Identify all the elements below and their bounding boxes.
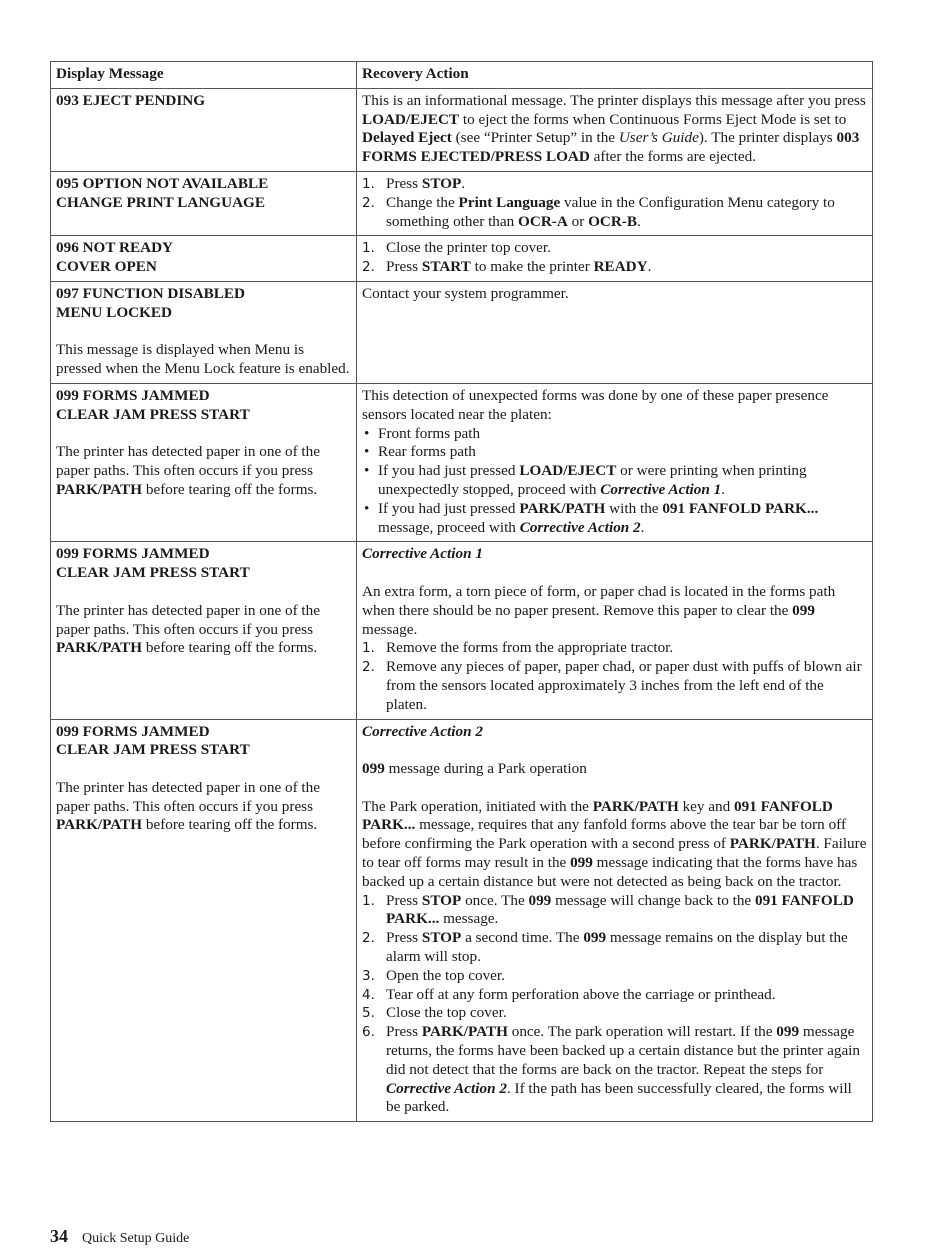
table-row — [51, 383, 873, 541]
text: value in the Configuration Menu category to something other than — [386, 193, 835, 230]
bullet-icon: • — [364, 443, 370, 461]
text: Front forms path — [378, 424, 481, 442]
list-item — [362, 639, 868, 658]
text: message will change back to the — [551, 891, 755, 909]
key-name: START — [421, 258, 471, 276]
action-subtitle — [362, 760, 868, 779]
text: to make the printer — [470, 258, 594, 276]
action-reference: Corrective Action 2 — [386, 1079, 507, 1097]
step-number: 1. — [362, 175, 375, 192]
text: message. — [439, 910, 499, 928]
message-code: 099 — [528, 891, 552, 909]
key-name: PARK/PATH — [56, 816, 143, 834]
list-item — [362, 175, 868, 194]
recovery-action-cell — [357, 281, 873, 383]
text: or — [567, 212, 589, 230]
table-row — [51, 171, 873, 235]
table-row — [51, 88, 873, 171]
list-item — [362, 462, 868, 500]
text: Remove the forms from the appropriate tractor. — [386, 639, 674, 657]
key-name: PARK/PATH — [56, 639, 143, 657]
text: a second time. The — [461, 929, 584, 947]
text: message, proceed with — [378, 518, 520, 536]
steps-list — [362, 639, 868, 714]
list-item — [362, 239, 868, 258]
text: before tearing off the forms. — [142, 480, 318, 498]
key-name: STOP — [421, 174, 462, 192]
recovery-action-cell — [357, 719, 873, 1122]
table-header-row — [51, 62, 873, 89]
text: before tearing off the forms. — [142, 639, 318, 657]
list-item — [362, 967, 868, 986]
list-item — [362, 258, 868, 277]
text: Close the printer top cover. — [386, 239, 551, 257]
text: Press — [386, 929, 422, 947]
message-description — [56, 602, 352, 658]
text: Remove any pieces of paper, paper chad, or paper dust with puffs of blown air from the sensors located approximately 3 inches from the left end of the platen. — [386, 658, 862, 713]
key-name: STOP — [421, 891, 462, 909]
step-number: 2. — [362, 194, 375, 211]
text: message, requires that any fanfold forms above the tear bar be torn off before confirming the Park operation with a second press of — [362, 816, 847, 853]
recovery-table — [50, 61, 873, 1122]
header-recovery-action: Recovery Action — [357, 62, 873, 89]
text: Press — [386, 891, 422, 909]
step-number: 3. — [362, 967, 375, 984]
table-row — [51, 719, 873, 1122]
action-title: Corrective Action 2 — [362, 722, 483, 740]
message-description — [56, 443, 352, 499]
list-item — [362, 1023, 868, 1117]
text: ). The printer displays — [698, 129, 837, 147]
table-row — [51, 542, 873, 719]
text: The Park operation, initiated with the — [362, 797, 593, 815]
text: . — [461, 174, 466, 192]
text: message. — [362, 620, 418, 638]
text: to eject the forms when Continuous Forms Eject Mode is set to — [459, 110, 847, 128]
key-name: PARK/PATH — [592, 797, 679, 815]
message-code: 099 FORMS JAMMED — [56, 386, 210, 404]
text: Rear forms path — [378, 443, 476, 461]
text: once. The — [461, 891, 529, 909]
step-number: 2. — [362, 659, 375, 676]
list-item — [362, 658, 868, 714]
text: The printer has detected paper in one of the paper paths. This often occurs if you press — [56, 601, 320, 638]
list-item — [362, 425, 868, 444]
text: . If the path has been successfully cleared, the forms will be parked. — [386, 1079, 852, 1116]
text: The printer has detected paper in one of the paper paths. This often occurs if you press — [56, 443, 320, 480]
recovery-action-cell — [357, 542, 873, 719]
text: This is an informational message. The printer displays this message after you press — [362, 91, 866, 109]
message-code: 099 FORMS JAMMED — [56, 545, 210, 563]
text: . Failure to tear off forms may result in the — [362, 835, 867, 872]
message-subtitle: CLEAR JAM PRESS START — [56, 405, 250, 423]
text: Press — [386, 174, 422, 192]
text: . — [640, 518, 645, 536]
text: message during a Park operation — [384, 760, 587, 778]
step-number: 2. — [362, 930, 375, 947]
message-subtitle: COVER OPEN — [56, 258, 157, 276]
text: message returns, the forms have been backed up a certain distance but the printer again did not detect that the forms are back on the tractor. Repeat the steps for — [386, 1023, 860, 1078]
step-number: 5. — [362, 1005, 375, 1022]
list-item — [362, 929, 868, 967]
text: If you had just pressed — [378, 499, 520, 517]
text: Tear off at any form perforation above the carriage or printhead. — [386, 985, 776, 1003]
message-code: 097 FUNCTION DISABLED — [56, 284, 246, 302]
key-name: LOAD/EJECT — [362, 110, 460, 128]
key-name: PARK/PATH — [56, 480, 143, 498]
bullet-list — [362, 425, 868, 538]
text: (see “Printer Setup” in the — [451, 129, 619, 147]
message-code: 099 — [583, 929, 607, 947]
display-message-cell — [51, 171, 357, 235]
value-name: OCR-B — [588, 212, 637, 230]
bullet-icon: • — [364, 462, 370, 480]
display-message-cell — [51, 719, 357, 1122]
value-name: OCR-A — [518, 212, 568, 230]
message-description: This message is displayed when Menu is pressed when the Menu Lock feature is enabled. — [56, 341, 350, 378]
action-reference: Corrective Action 2 — [519, 518, 641, 536]
step-number: 2. — [362, 259, 375, 276]
display-message-cell — [51, 88, 357, 171]
steps-list — [362, 239, 868, 277]
recovery-action-cell — [357, 88, 873, 171]
bullet-icon: • — [364, 424, 370, 442]
step-number: 4. — [362, 986, 375, 1003]
key-name: PARK/PATH — [729, 835, 816, 853]
message-name: 091 FANFOLD PARK... — [362, 797, 833, 834]
message-code: 099 FORMS JAMMED — [56, 722, 210, 740]
list-item — [362, 443, 868, 462]
message-code: 096 NOT READY — [56, 239, 174, 257]
recovery-action-cell — [357, 236, 873, 282]
message-code: 095 OPTION NOT AVAILABLE — [56, 174, 269, 192]
table-row — [51, 236, 873, 282]
message-subtitle: CLEAR JAM PRESS START — [56, 741, 250, 759]
setting-name: Print Language — [458, 193, 561, 211]
key-name: STOP — [421, 929, 462, 947]
footer-title: Quick Setup Guide — [82, 1231, 190, 1246]
step-number: 1. — [362, 892, 375, 909]
intro-text: This detection of unexpected forms was done by one of these paper presence sensors located near the platen: — [362, 386, 829, 423]
text: after the forms are ejected. — [589, 148, 756, 166]
text: message remains on the display but the alarm will stop. — [386, 929, 848, 966]
key-name: LOAD/EJECT — [519, 462, 617, 480]
message-code: 099 — [776, 1023, 800, 1041]
state-name: READY — [593, 258, 648, 276]
text: . — [637, 212, 641, 230]
key-name: PARK/PATH — [421, 1023, 508, 1041]
message-subtitle: CHANGE PRINT LANGUAGE — [56, 193, 265, 211]
action-text: Contact your system programmer. — [362, 284, 569, 302]
display-message-cell — [51, 383, 357, 541]
text: or were printing when printing unexpectedly stopped, proceed with — [378, 462, 807, 498]
message-code: 093 EJECT PENDING — [56, 91, 206, 109]
steps-list — [362, 175, 868, 231]
recovery-action-cell — [357, 171, 873, 235]
page-number: 34 — [50, 1226, 68, 1246]
page-footer — [50, 1226, 189, 1247]
bullet-icon: • — [364, 499, 370, 517]
book-title: User’s Guide — [618, 129, 699, 147]
step-number: 1. — [362, 240, 375, 257]
display-message-cell — [51, 236, 357, 282]
text: If you had just pressed — [378, 462, 520, 480]
steps-list — [362, 892, 868, 1118]
header-display-message: Display Message — [51, 62, 357, 89]
list-item — [362, 986, 868, 1005]
key-name: PARK/PATH — [519, 499, 606, 517]
text: Change the — [386, 193, 459, 211]
message-subtitle: CLEAR JAM PRESS START — [56, 564, 250, 582]
text: Press — [386, 258, 422, 276]
message-code: 099 — [570, 854, 593, 872]
text: with the — [605, 499, 663, 517]
text: once. The park operation will restart. If the — [507, 1023, 777, 1041]
action-text — [362, 583, 868, 639]
setting-name: Delayed Eject — [362, 129, 452, 147]
text: key and — [678, 797, 735, 815]
text: Open the top cover. — [386, 966, 505, 984]
action-reference: Corrective Action 1 — [600, 480, 722, 498]
message-name: 091 FANFOLD PARK... — [662, 499, 819, 517]
text: . — [647, 258, 652, 276]
message-subtitle: MENU LOCKED — [56, 303, 173, 321]
text: Press — [386, 1023, 422, 1041]
list-item — [362, 892, 868, 930]
step-number: 1. — [362, 640, 375, 657]
table-row — [51, 281, 873, 383]
text: before tearing off the forms. — [142, 816, 318, 834]
text: . — [721, 480, 725, 498]
message-description — [56, 779, 352, 835]
display-message-cell — [51, 542, 357, 719]
step-number: 6. — [362, 1024, 375, 1041]
list-item — [362, 500, 868, 538]
display-message-cell — [51, 281, 357, 383]
text: The printer has detected paper in one of the paper paths. This often occurs if you press — [56, 778, 320, 815]
message-name: 091 FANFOLD PARK... — [386, 891, 854, 928]
message-code: 099 — [362, 760, 385, 778]
message-name: 003 FORMS EJECTED/PRESS LOAD — [362, 129, 860, 166]
action-title: Corrective Action 1 — [362, 545, 483, 563]
recovery-action-cell — [357, 383, 873, 541]
text: Close the top cover. — [386, 1004, 507, 1022]
text: message indicating that the forms have has backed up a certain distance but were not detected as being back on the tractor. — [362, 854, 858, 890]
action-text — [362, 798, 868, 892]
list-item — [362, 1004, 868, 1023]
text: An extra form, a torn piece of form, or paper chad is located in the forms path when there should be no paper present. Remove this paper to clear the — [362, 582, 836, 619]
message-code: 099 — [792, 601, 815, 619]
list-item — [362, 194, 868, 232]
